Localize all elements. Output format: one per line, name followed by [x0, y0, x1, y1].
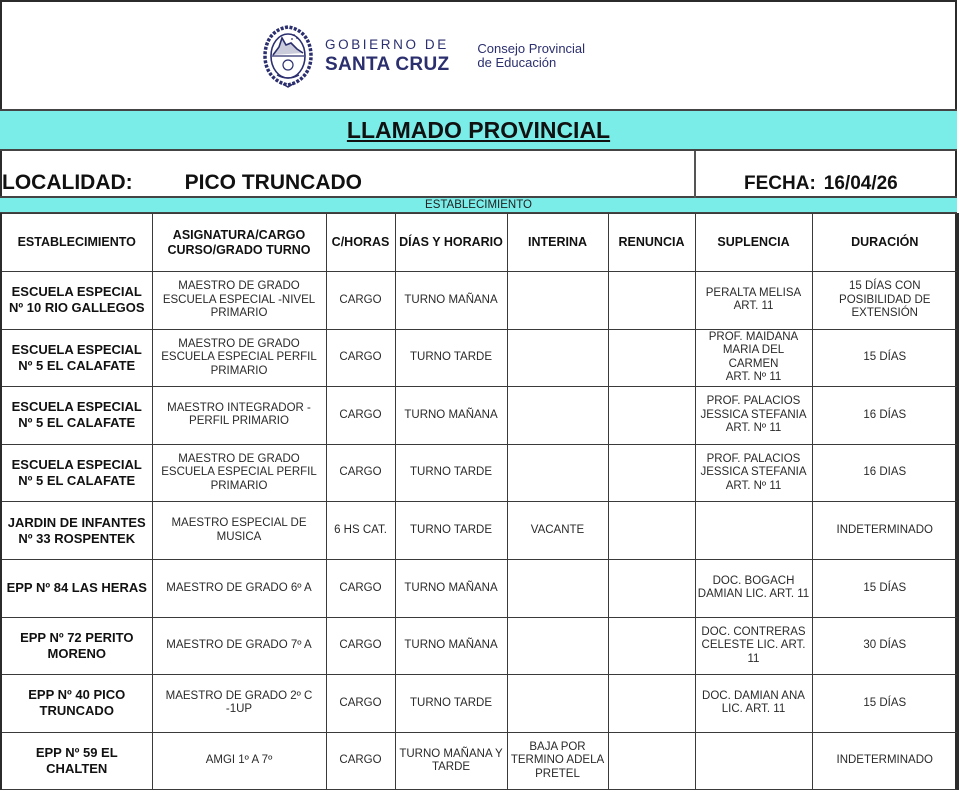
cell-horas: CARGO — [326, 387, 395, 445]
localidad-row — [0, 151, 957, 198]
cell-establecimiento: EPP Nº 40 PICO TRUNCADO — [1, 675, 152, 733]
cell-renuncia — [608, 559, 695, 617]
section-band — [0, 198, 957, 213]
cell-renuncia — [608, 617, 695, 675]
cell-suplencia: PERALTA MELISA ART. 11 — [695, 272, 812, 330]
cell-asignatura: MAESTRO DE GRADO 7º A — [152, 617, 326, 675]
table-body — [1, 272, 958, 790]
cell-establecimiento: JARDIN DE INFANTES Nº 33 ROSPENTEK — [1, 502, 152, 560]
cell-horas: CARGO — [326, 272, 395, 330]
cell-duracion: 30 DÍAS — [812, 617, 958, 675]
cell-horario: TURNO TARDE — [395, 444, 507, 502]
cell-asignatura: MAESTRO INTEGRADOR - PERFIL PRIMARIO — [152, 387, 326, 445]
table-row — [1, 387, 958, 445]
localidad-value: PICO TRUNCADO — [184, 171, 362, 194]
cell-asignatura: MAESTRO DE GRADO ESCUELA ESPECIAL PERFIL PRIMARIO — [152, 329, 326, 387]
cell-horas: CARGO — [326, 675, 395, 733]
fecha — [744, 173, 898, 195]
table-row — [1, 272, 958, 330]
cell-interina — [507, 675, 608, 733]
cell-asignatura: MAESTRO DE GRADO ESCUELA ESPECIAL PERFIL PRIMARIO — [152, 444, 326, 502]
cell-renuncia — [608, 329, 695, 387]
cell-asignatura: AMGI 1º A 7º — [152, 732, 326, 790]
llamado-table — [0, 213, 959, 790]
council-line-1: Consejo Provincial — [477, 40, 586, 56]
cell-interina — [507, 329, 608, 387]
cell-horas: CARGO — [326, 732, 395, 790]
localidad — [2, 171, 362, 195]
cell-renuncia — [608, 675, 695, 733]
santa-cruz-crest-icon — [261, 23, 315, 89]
cell-horario: TURNO MAÑANA — [395, 559, 507, 617]
title-band — [0, 111, 957, 151]
col-header-duracion: DURACIÓN — [812, 214, 958, 272]
cell-suplencia: PROF. PALACIOS JESSICA STEFANIA ART. Nº 11 — [695, 444, 812, 502]
cell-interina — [507, 444, 608, 502]
cell-horas: CARGO — [326, 329, 395, 387]
document-header — [0, 0, 957, 111]
cell-renuncia — [608, 272, 695, 330]
cell-duracion: 15 DÍAS — [812, 559, 958, 617]
cell-interina — [507, 387, 608, 445]
council-wordmark — [477, 42, 585, 71]
cell-duracion: 15 DÍAS — [812, 675, 958, 733]
cell-suplencia: PROF. PALACIOS JESSICA STEFANIA ART. Nº 11 — [695, 387, 812, 445]
cell-duracion: 15 DÍAS — [812, 329, 958, 387]
col-header-horas: C/HORAS — [326, 214, 395, 272]
table-header-row — [1, 214, 958, 272]
table-row — [1, 329, 958, 387]
government-wordmark — [325, 38, 449, 74]
col-header-interina: INTERINA — [507, 214, 608, 272]
cell-asignatura: MAESTRO ESPECIAL DE MUSICA — [152, 502, 326, 560]
fecha-label: FECHA: — [744, 173, 816, 194]
cell-establecimiento: EPP Nº 72 PERITO MORENO — [1, 617, 152, 675]
cell-horas: CARGO — [326, 444, 395, 502]
cell-asignatura: MAESTRO DE GRADO ESCUELA ESPECIAL -NIVEL PRIMARIO — [152, 272, 326, 330]
cell-asignatura: MAESTRO DE GRADO 6º A — [152, 559, 326, 617]
col-header-establecimiento: ESTABLECIMIENTO — [1, 214, 152, 272]
cell-establecimiento: EPP Nº 84 LAS HERAS — [1, 559, 152, 617]
cell-renuncia — [608, 502, 695, 560]
table-row — [1, 559, 958, 617]
cell-renuncia — [608, 387, 695, 445]
cell-interina: BAJA POR TERMINO ADELA PRETEL — [507, 732, 608, 790]
document-title: LLAMADO PROVINCIAL — [346, 116, 611, 143]
cell-horario: TURNO TARDE — [395, 675, 507, 733]
cell-suplencia: PROF. MAIDANA MARIA DEL CARMEN ART. Nº 11 — [695, 329, 812, 387]
table-row — [1, 444, 958, 502]
table-row — [1, 732, 958, 790]
table-row — [1, 502, 958, 560]
cell-duracion: INDETERMINADO — [812, 502, 958, 560]
cell-establecimiento: ESCUELA ESPECIAL Nº 5 EL CALAFATE — [1, 444, 152, 502]
cell-horas: CARGO — [326, 617, 395, 675]
gov-line-2: SANTA CRUZ — [325, 53, 450, 75]
cell-establecimiento: ESCUELA ESPECIAL Nº 5 EL CALAFATE — [1, 387, 152, 445]
cell-interina — [507, 272, 608, 330]
cell-duracion: 16 DÍAS — [812, 387, 958, 445]
cell-suplencia: DOC. DAMIAN ANA LIC. ART. 11 — [695, 675, 812, 733]
cell-suplencia — [695, 502, 812, 560]
table-row — [1, 675, 958, 733]
cell-asignatura: MAESTRO DE GRADO 2º C -1UP — [152, 675, 326, 733]
col-header-asignatura: ASIGNATURA/CARGO CURSO/GRADO TURNO — [152, 214, 326, 272]
cell-horario: TURNO MAÑANA — [395, 617, 507, 675]
cell-horario: TURNO MAÑANA — [395, 272, 507, 330]
cell-suplencia: DOC. CONTRERAS CELESTE LIC. ART. 11 — [695, 617, 812, 675]
cell-horario: TURNO MAÑANA Y TARDE — [395, 732, 507, 790]
col-header-horario: DÍAS Y HORARIO — [395, 214, 507, 272]
col-header-renuncia: RENUNCIA — [608, 214, 695, 272]
cell-horas: CARGO — [326, 559, 395, 617]
cell-renuncia — [608, 732, 695, 790]
cell-renuncia — [608, 444, 695, 502]
cell-horas: 6 HS CAT. — [326, 502, 395, 560]
cell-horario: TURNO TARDE — [395, 502, 507, 560]
cell-establecimiento: EPP Nº 59 EL CHALTEN — [1, 732, 152, 790]
cell-duracion: 15 DÍAS CON POSIBILIDAD DE EXTENSIÓN — [812, 272, 958, 330]
cell-suplencia: DOC. BOGACH DAMIAN LIC. ART. 11 — [695, 559, 812, 617]
table-row — [1, 617, 958, 675]
cell-interina: VACANTE — [507, 502, 608, 560]
cell-establecimiento: ESCUELA ESPECIAL Nº 10 RIO GALLEGOS — [1, 272, 152, 330]
section-band-label: ESTABLECIMIENTO — [425, 199, 532, 211]
col-header-suplencia: SUPLENCIA — [695, 214, 812, 272]
cell-horario: TURNO MAÑANA — [395, 387, 507, 445]
logo-group — [261, 22, 585, 90]
cell-interina — [507, 617, 608, 675]
localidad-divider — [694, 151, 696, 198]
cell-duracion: 16 DIAS — [812, 444, 958, 502]
council-line-2: de Educación — [477, 55, 557, 70]
localidad-label: LOCALIDAD: — [2, 171, 133, 194]
cell-interina — [507, 559, 608, 617]
cell-duracion: INDETERMINADO — [812, 732, 958, 790]
cell-suplencia — [695, 732, 812, 790]
fecha-value: 16/04/26 — [823, 173, 898, 194]
cell-horario: TURNO TARDE — [395, 329, 507, 387]
gov-line-1: GOBIERNO DE — [325, 37, 449, 53]
cell-establecimiento: ESCUELA ESPECIAL Nº 5 EL CALAFATE — [1, 329, 152, 387]
